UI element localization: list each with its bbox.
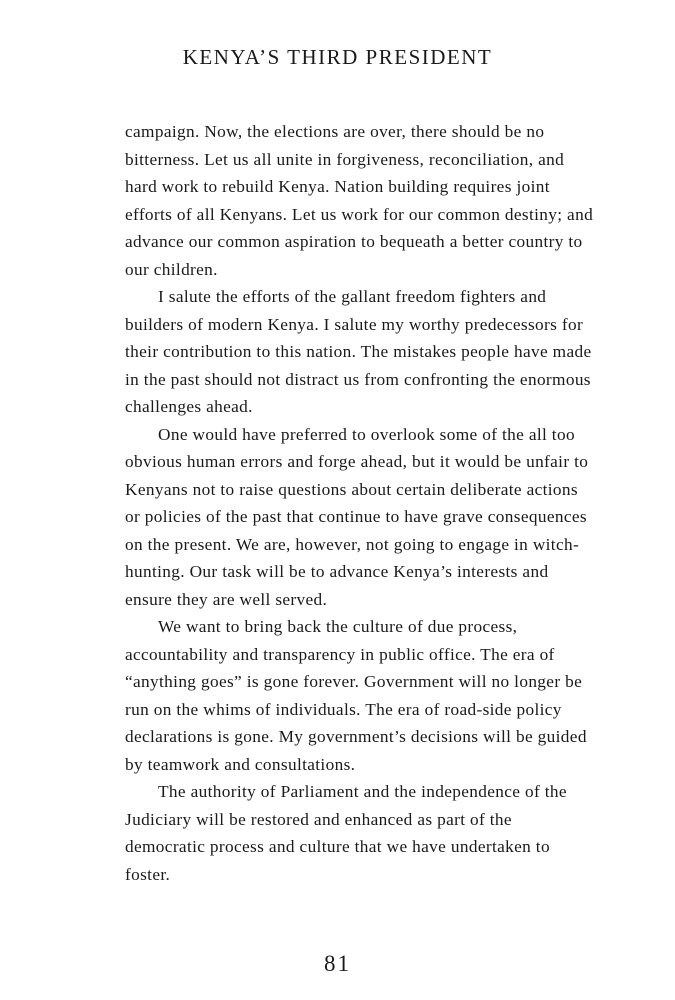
running-head: KENYA’S THIRD PRESIDENT xyxy=(182,45,493,69)
paragraph: One would have preferred to overlook some of the all too obvious human errors and forge ahead, but it would be unfair to Kenyans not to raise questions about certain deliberate actions or policies of the past that continue to have grave consequences on the present. We are, however, not going to engage in witch-hunting. Our task will be to advance Kenya’s interests and ensure they are well served. xyxy=(125,424,589,609)
paragraph: We want to bring back the culture of due process, accountability and transparency in public office. The era of “anything goes” is gone forever. Government will no longer be run on the whims of individuals. The era of road-side policy declarations is gone. My government’s decisions will be guided by teamwork and consultations. xyxy=(125,617,587,774)
page-number: 81 xyxy=(324,951,351,976)
paragraph: I salute the efforts of the gallant freedom fighters and builders of modern Kenya. I salute my worthy predecessors for their contribution to this nation. The mistakes people have made in the past should not distract us from confronting the enormous challenges ahead. xyxy=(125,287,592,416)
paragraph: The authority of Parliament and the independence of the Judiciary will be restored and enhanced as part of the democratic process and culture that we have undertaken to foster. xyxy=(125,782,567,884)
body-text xyxy=(125,118,595,888)
paragraph-continued: campaign. Now, the elections are over, there should be no bitterness. Let us all unite in forgiveness, reconciliation, and hard work to rebuild Kenya. Nation building requires joint efforts of all Kenyans. Let us work for our common destiny; and advance our common aspiration to bequeath a better country to our children. xyxy=(125,122,594,279)
